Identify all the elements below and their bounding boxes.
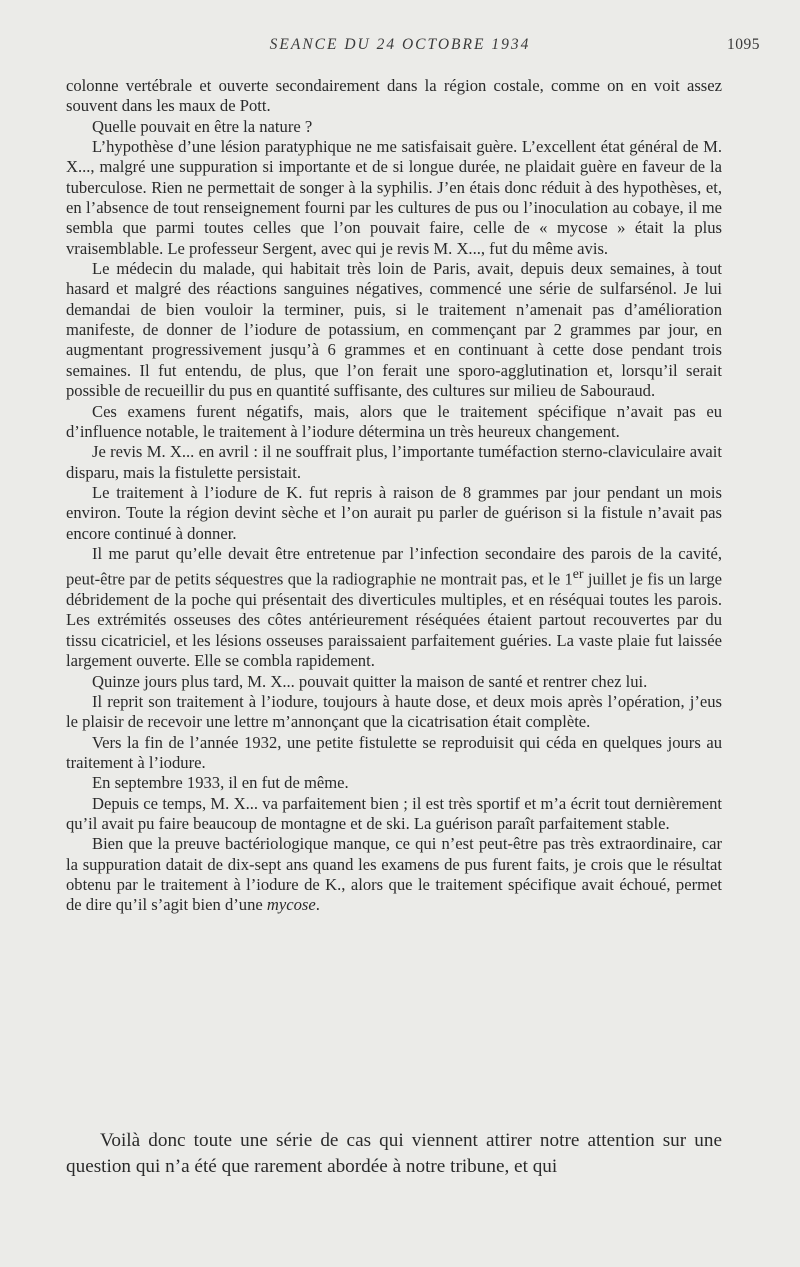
paragraph: Quinze jours plus tard, M. X... pouvait quitter la maison de santé et rentrer chez lui. [92,671,648,691]
paragraph: Quelle pouvait en être la nature ? [92,116,313,136]
paragraph: Il reprit son traitement à l’iodure, toujours à haute dose, et deux mois après l’opération, j’eus le plaisir de recevoir une lettre m’annonçant que la cicatrisation était complète. [66,691,722,732]
paragraph: Le médecin du malade, qui habitait très loin de Paris, avait, depuis deux semaines, à tout hasard et malgré des réactions sanguines négatives, commencé une série de sulfarsénol. Je lui demandai de bien vouloir la terminer, puis, si le traitement n’amenait pas d’amélioration manifeste, de donner de l’iodure de potassium, en commençant par 2 grammes par jour, en augmentant progressivement jusqu’à 6 grammes et en continuant à cette dose pendant trois semaines. Il fut entendu, de plus, que l’on ferait une sporo-agglutination et, lorsqu’il serait possible de recueillir du pus en quantité suffisante, des cultures sur milieu de Sabouraud. [66,259,722,401]
paragraph-continuation: colonne vertébrale et ouverte secondairement dans la région costale, comme on en voit assez souvent dans les maux de Pott. [66,76,722,116]
italic-term: mycose [266,895,316,915]
paragraph: Depuis ce temps, M. X... va parfaitement bien ; il est très sportif et m’a écrit tout dernièrement qu’il avait pu faire beaucoup de montagne et de ski. La guérison paraît parfaitement stable. [66,793,722,833]
paragraph [66,834,722,915]
paragraph: En septembre 1933, il en fut de même. [92,773,349,793]
running-header [0,36,800,58]
closing-paragraph: Voilà donc toute une série de cas qui viennent attirer notre attention sur une question qui n’a été que rarement abordée à notre tribune, et qui [66,1130,722,1177]
paragraph [66,544,722,672]
paragraph: Le traitement à l’iodure de K. fut repris à raison de 8 grammes par jour pendant un mois environ. Toute la région devint sèche et l’on aurait pu parler de guérison si la fistule n’avait pas encore continué à donner. [66,482,722,543]
paragraph-text: Bien que la preuve bactériologique manque, ce qui n’est peut-être pas très extraordinaire, car la suppuration datait de dix-sept ans quand les examens de pus furent faits, je crois que le résultat obtenu par le traitement à l’iodure de K., alors que le traitement spécifique avait échoué, permet de dire qu’il s’agit bien d’une [66,834,722,915]
paragraph: Ces examens furent négatifs, mais, alors que le traitement spécifique n’avait pas eu d’influence notable, le traitement à l’iodure détermina un très heureux changement. [66,401,722,441]
paragraph-text: Il me parut qu’elle devait être entretenue par l’infection secondaire des parois de la cavité, peut-être par de petits séquestres que la radiographie ne montrait pas, et le 1 [66,543,722,589]
superscript: er [572,566,584,582]
paragraph: L’hypothèse d’une lésion paratyphique ne me satisfaisait guère. L’excellent état général de M. X..., malgré une suppuration si importante et de si longue durée, ne plaidait guère en faveur de la tuberculose. Rien ne permettait de songer à la syphilis. J’en étais donc réduit à des hypothèses, et, en l’absence de tout renseignement fourni par les cultures de pus ou l’inoculation au cobaye, il me sembla que parmi toutes celles que l’on pouvait faire, celle de « mycose » était la plus vraisemblable. Le professeur Sergent, avec qui je revis M. X..., fut du même avis. [66,137,722,258]
closing-section [66,1128,722,1180]
running-header-title: SEANCE DU 24 OCTOBRE 1934 [269,36,531,53]
paragraph-text: . [315,895,320,915]
page-number: 1095 [727,36,760,53]
body-text [66,76,722,916]
paragraph-text: juillet je fis un large débridement de la poche qui présentait des diverticules multiples, et en réséquai toutes les parois. Les extrémités osseuses des côtes antérieurement réséquées étaient partout recouvertes par du tissu cicatriciel, et les lésions osseuses paraissaient parfaitement guéries. La vaste plaie fut laissée largement ouverte. Elle se combla rapidement. [66,569,723,671]
paragraph: Vers la fin de l’année 1932, une petite fistulette se reproduisit qui céda en quelques jours au traitement à l’iodure. [66,732,722,772]
paragraph: Je revis M. X... en avril : il ne souffrait plus, l’importante tuméfaction sterno-claviculaire avait disparu, mais la fistulette persistait. [66,442,722,482]
